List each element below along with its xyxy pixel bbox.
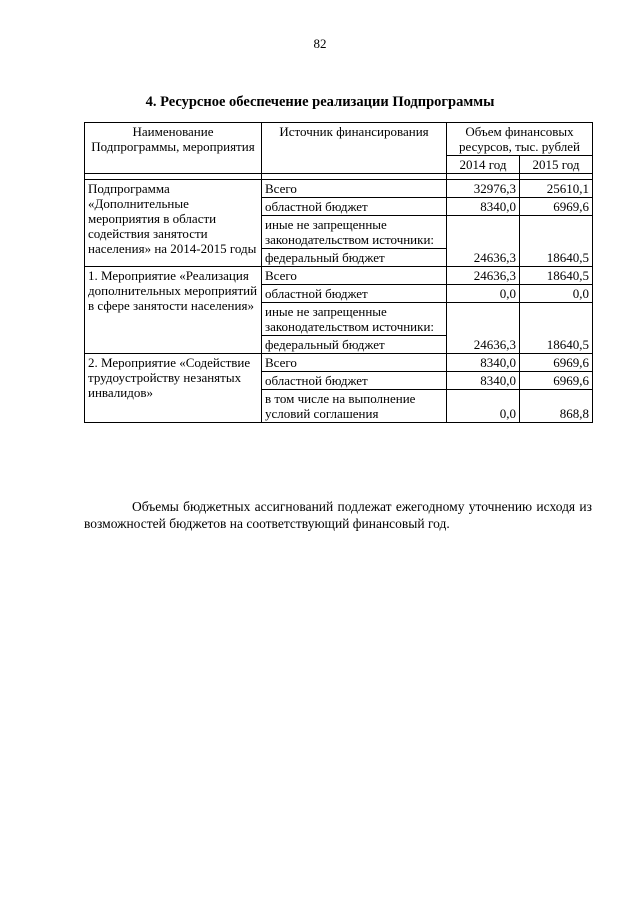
- value-2014: 24636,3: [447, 267, 520, 285]
- value-2014: 0,0: [447, 390, 520, 423]
- value-2015: 25610,1: [520, 180, 593, 198]
- value-2014: 24636,3: [447, 216, 520, 267]
- header-year-2014: 2014 год: [447, 156, 520, 174]
- value-2015: 868,8: [520, 390, 593, 423]
- measure-2-name: 2. Мероприятие «Содействие трудоустройству незанятых инвалидов»: [85, 354, 262, 423]
- header-volume: Объем финансовых ресурсов, тыс. рублей: [447, 123, 593, 156]
- source-cell: областной бюджет: [262, 372, 447, 390]
- resource-table: [84, 122, 593, 423]
- table-row: [85, 354, 593, 372]
- source-cell: Всего: [262, 354, 447, 372]
- page-number: 82: [313, 36, 327, 51]
- source-cell: Всего: [262, 267, 447, 285]
- section-title: 4. Ресурсное обеспечение реализации Подпрограммы: [145, 94, 495, 110]
- source-cell: областной бюджет: [262, 285, 447, 303]
- budget-note: Объемы бюджетных ассигнований подлежат ежегодному уточнению исходя из возможностей бюджетов на соответствующий финансовый год.: [84, 499, 592, 531]
- value-2014: 24636,3: [447, 303, 520, 354]
- value-2015: 18640,5: [520, 216, 593, 267]
- value-2014: 8340,0: [447, 198, 520, 216]
- source-cell: областной бюджет: [262, 198, 447, 216]
- value-2015: 6969,6: [520, 198, 593, 216]
- source-cell: в том числе на выполнение условий соглашения: [262, 390, 447, 423]
- value-2014: 32976,3: [447, 180, 520, 198]
- header-name: Наименование Подпрограммы, мероприятия: [85, 123, 262, 174]
- value-2015: 6969,6: [520, 354, 593, 372]
- value-2015: 0,0: [520, 285, 593, 303]
- value-2014: 8340,0: [447, 372, 520, 390]
- source-cell: федеральный бюджет: [262, 336, 447, 354]
- value-2015: 6969,6: [520, 372, 593, 390]
- source-cell: иные не запрещенные законодательством источники:: [262, 216, 447, 249]
- table-header-row: [85, 123, 593, 156]
- source-cell: иные не запрещенные законодательством источники:: [262, 303, 447, 336]
- table-row: [85, 267, 593, 285]
- value-2014: 0,0: [447, 285, 520, 303]
- source-cell: Всего: [262, 180, 447, 198]
- value-2015: 18640,5: [520, 267, 593, 285]
- subprogram-name: Подпрограмма «Дополнительные мероприятия в области содействия занятости населения» на 2014-2015 годы: [85, 180, 262, 267]
- source-cell: федеральный бюджет: [262, 249, 447, 267]
- table-row: [85, 180, 593, 198]
- value-2015: 18640,5: [520, 303, 593, 354]
- value-2014: 8340,0: [447, 354, 520, 372]
- header-year-2015: 2015 год: [520, 156, 593, 174]
- measure-1-name: 1. Мероприятие «Реализация дополнительных мероприятий в сфере занятости населения»: [85, 267, 262, 354]
- header-source: Источник финансирования: [262, 123, 447, 174]
